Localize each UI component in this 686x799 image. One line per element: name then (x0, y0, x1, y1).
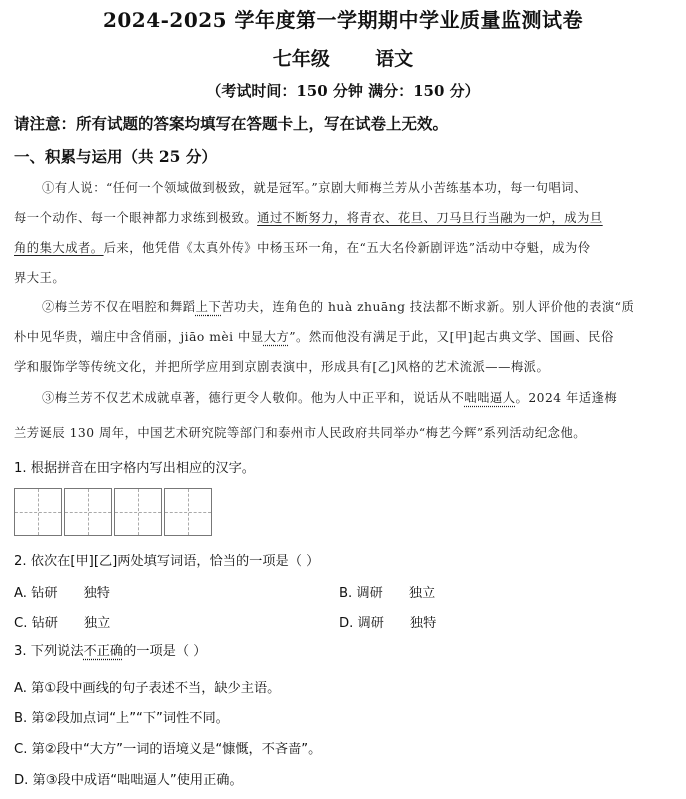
p1-line3-text: 后来，他凭借《太真外传》中杨玉环一角，在“五大名伶新剧评选”活动中夺魁，成为伶 (103, 241, 591, 255)
p1-line4: 界大王。 (14, 271, 66, 285)
p3-line1-rest: 。2024 年适逢梅 (515, 391, 618, 405)
subject-label: 语文 (375, 48, 414, 70)
p1-line1: ①有人说：“任何一个领域做到极致，就是冠军。”京剧大师梅兰芳从小苦练基本功，每一句唱词、 (42, 181, 587, 195)
underlined-sentence: 通过不断努力，将青衣、花旦、刀马旦行当融为一炉，成为旦 (257, 211, 603, 225)
p3-line2: 兰芳诞辰 130 周年，中国艺术研究院等部门和泰州市人民政府共同举办“梅艺今辉”系列活动纪念他。 (14, 426, 587, 440)
dotted-idiom: 咄咄逼人 (464, 391, 516, 405)
p1-line2-text: 每一个动作、每一个眼神都力求练到极致。 (14, 211, 258, 225)
p2-line1-rest: 苦功夫，连角色的 huà zhuāng 技法都不断求新。别人评价他的表演“质 (221, 300, 635, 314)
dotted-word-dafang: 大方 (263, 330, 290, 344)
q3-option-c[interactable]: C. 第②段中“大方”一词的语境义是“慷慨，不吝啬”。 (14, 742, 322, 757)
underlined-sentence-end: 角的集大成者。 (14, 241, 104, 255)
q2-option-b[interactable] (339, 582, 686, 601)
q2-a-word1: A. 钻研 (14, 586, 58, 601)
tianzige-cell[interactable] (64, 488, 112, 536)
p2-line2-text: 朴中见华贵，端庄中含俏丽，jiāo mèi 中显 (14, 330, 264, 344)
tianzige-cell[interactable] (14, 488, 62, 536)
notice: 请注意：所有试题的答案均填写在答题卡上，写在试卷上无效。 (14, 114, 449, 133)
q3-option-a[interactable]: A. 第①段中画线的句子表述不当，缺少主语。 (14, 681, 281, 696)
p2-line2 (14, 327, 686, 345)
q2-d-word1: D. 调研 (339, 616, 384, 631)
dotted-word-shang: 上 (195, 300, 209, 314)
p1-line2 (14, 208, 686, 226)
p3-line1 (42, 388, 686, 406)
exam-title: 2024-2025 学年度第一学期期中学业质量监测试卷 (102, 8, 584, 32)
q2-b-word2: 独立 (408, 586, 436, 601)
q2-d-word2: 独特 (409, 616, 437, 631)
p2-line2-rest: ”。然而他没有满足于此，又[甲]起古典文学、国画、民俗 (289, 330, 614, 344)
q3-stem-end: 的一项是（ ） (123, 644, 207, 659)
q2-a-word2: 独特 (83, 586, 110, 601)
q2-c-word2: 独立 (83, 616, 111, 631)
grade-label: 七年级 (272, 48, 330, 70)
q3-emphasis: 不正确 (83, 644, 124, 659)
p2-line1 (42, 297, 686, 315)
q2-b-word1: B. 调研 (339, 586, 383, 601)
p2-line1-text: ②梅兰芳不仅在唱腔和舞蹈 (42, 300, 196, 314)
question-2: 2. 依次在[甲][乙]两处填写词语，恰当的一项是（ ） (14, 554, 320, 569)
q2-c-word1: C. 钻研 (14, 616, 58, 631)
q3-option-b[interactable]: B. 第②段加点词“上”“下”词性不同。 (14, 711, 229, 726)
p3-line1-text: ③梅兰芳不仅艺术成就卓著，德行更令人敬仰。他为人中正平和，说话从不 (42, 391, 465, 405)
question-1: 1. 根据拼音在田字格内写出相应的汉字。 (14, 461, 255, 476)
tianzige-cell[interactable] (114, 488, 162, 536)
p2-line3: 学和服饰学等传统文化，并把所学应用到京剧表演中，形成具有[乙]风格的艺术流派——梅派。 (14, 360, 550, 374)
tianzige-cell[interactable] (164, 488, 212, 536)
section-heading: 一、积累与运用（共 25 分） (14, 147, 217, 166)
tianzige-grid (14, 488, 214, 536)
dotted-word-xia: 下 (208, 300, 222, 314)
q3-stem: 3. 下列说法 (14, 644, 84, 659)
q3-option-d[interactable]: D. 第③段中成语“咄咄逼人”使用正确。 (14, 773, 243, 788)
p1-line3 (14, 238, 686, 256)
exam-info: （考试时间：150 分钟 满分：150 分） (206, 82, 480, 100)
question-3 (14, 640, 686, 659)
q2-option-d[interactable] (339, 612, 686, 631)
grade-subject (0, 44, 686, 71)
